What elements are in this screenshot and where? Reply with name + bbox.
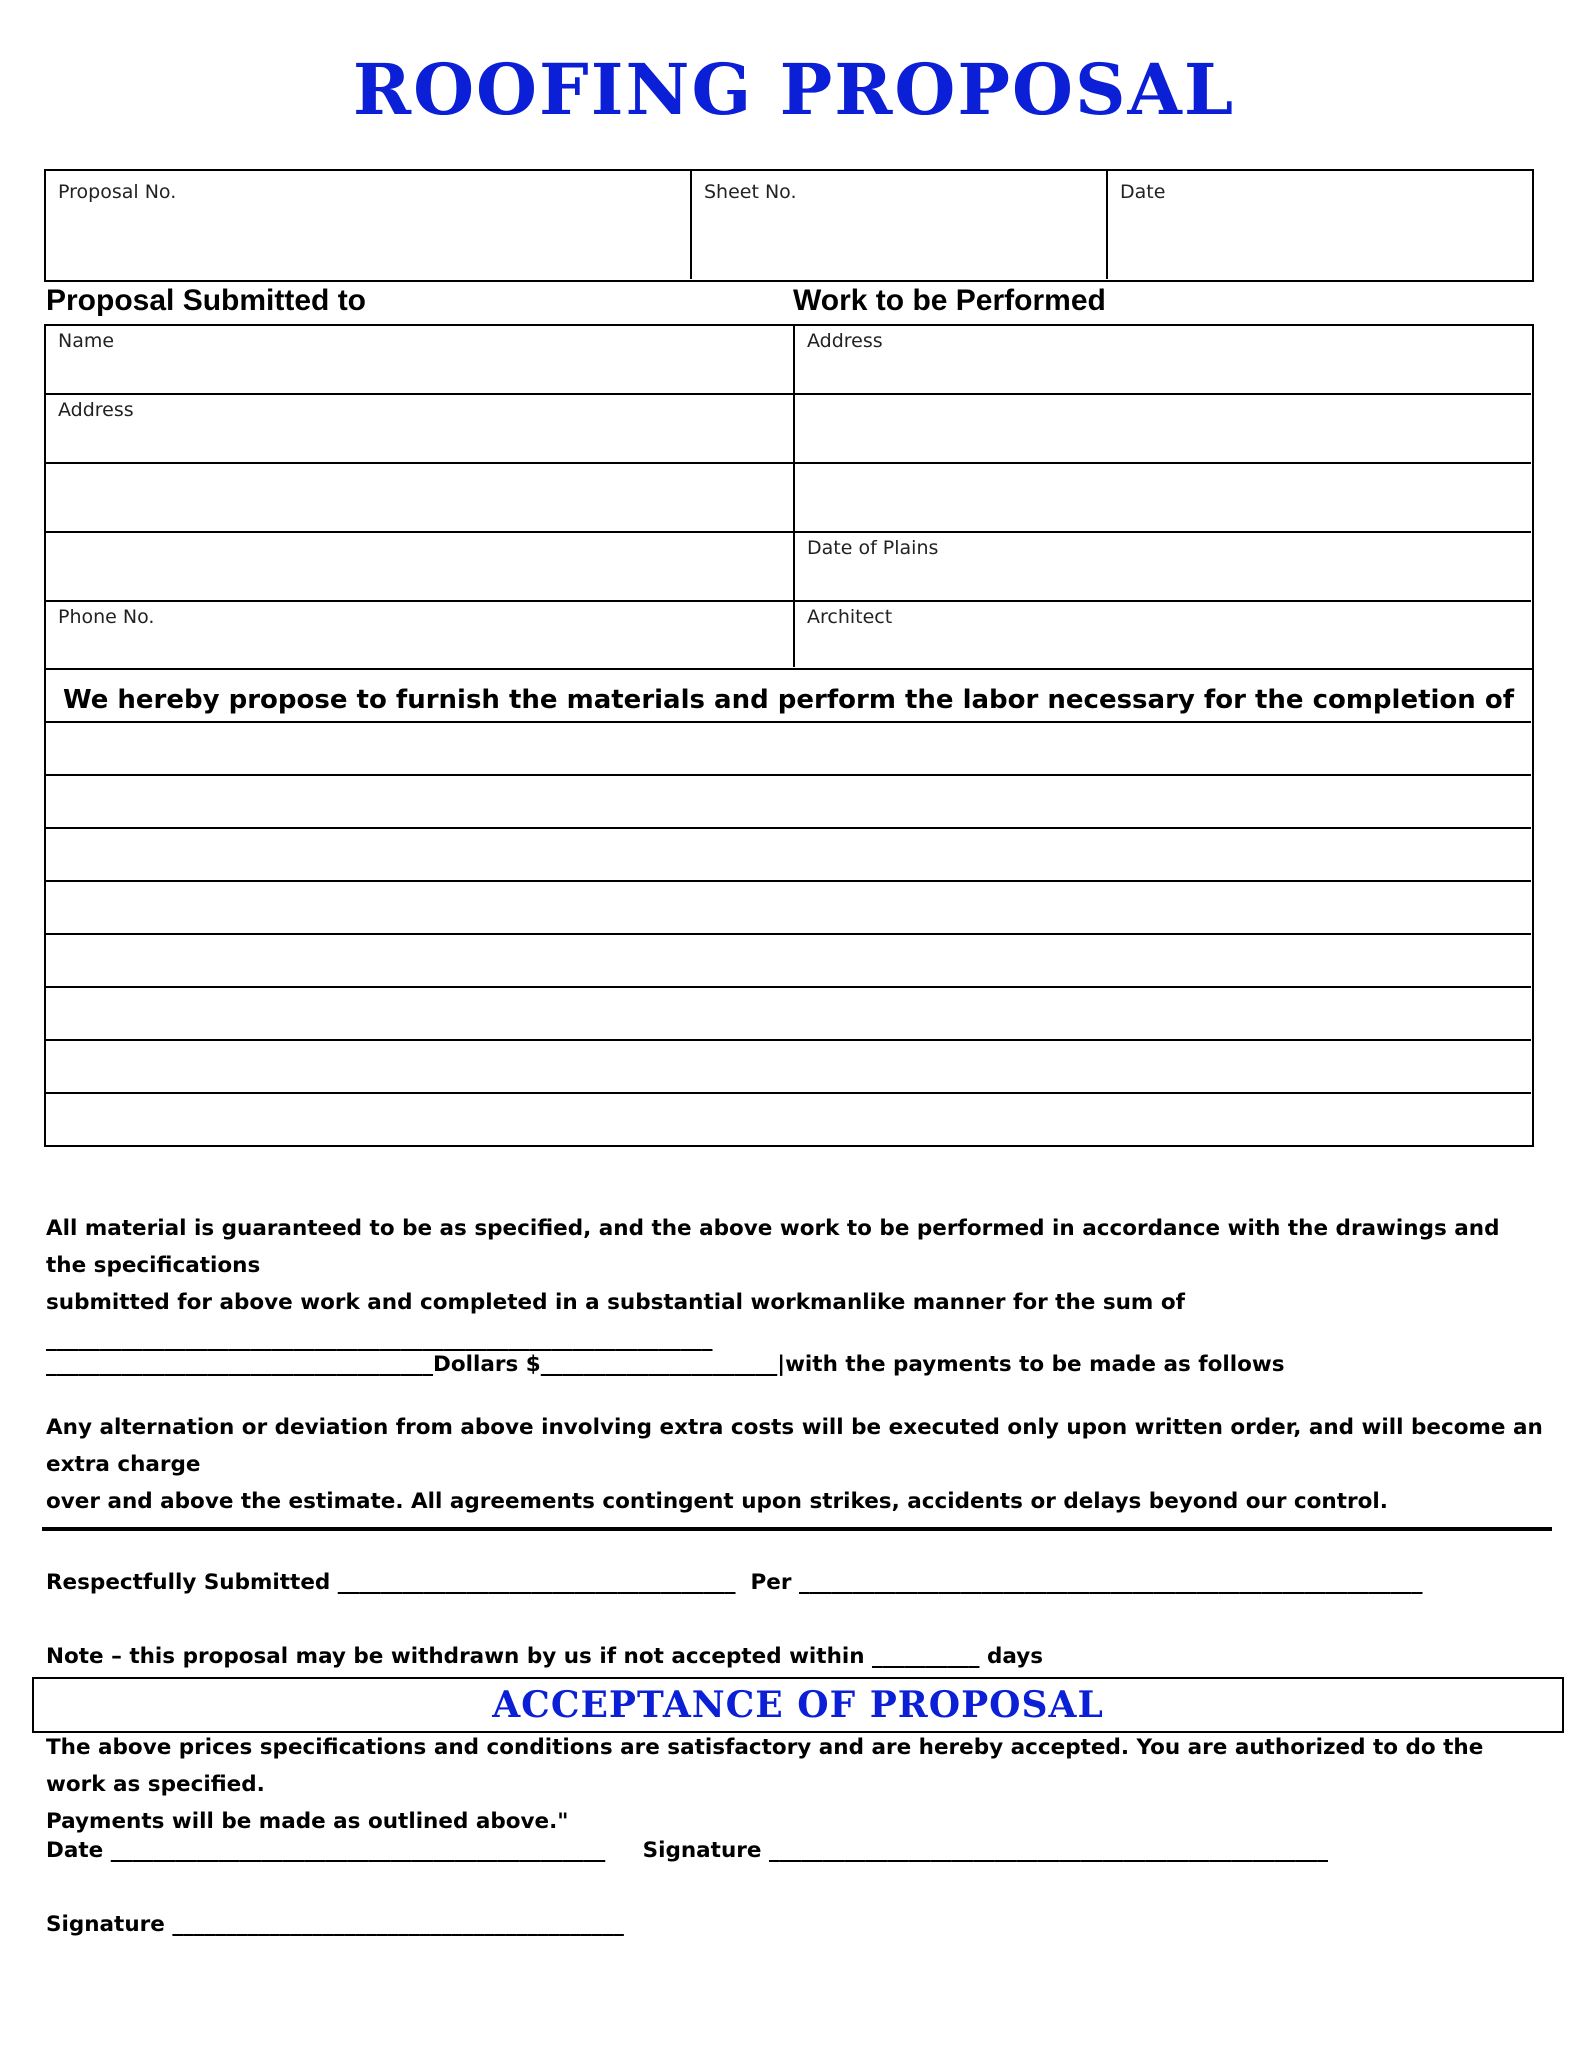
client-address-line-2[interactable] [46, 464, 795, 533]
propose-text: We hereby propose to furnish the materials and perform the labor necessary for the completion of [62, 685, 1515, 715]
header-date-field[interactable] [1108, 171, 1531, 279]
acceptance-title: ACCEPTANCE OF PROPOSAL [492, 1684, 1104, 1726]
acceptance-paragraph [46, 1729, 1546, 1840]
alteration-line-2: over and above the estimate. All agreements contingent upon strikes, accidents or delays beyond our control. [46, 1489, 1388, 1514]
work-line-4[interactable] [46, 882, 1531, 935]
work-line-7[interactable] [46, 1041, 1531, 1094]
respectfully-submitted-line[interactable]: Respectfully Submitted _____________________________________ Per __________________________________________________________ [46, 1570, 1423, 1595]
guarantee-line-2: submitted for above work and completed in a substantial workmanlike manner for the sum of [46, 1290, 1185, 1315]
header-row [44, 169, 1534, 282]
proposal-no-field[interactable] [46, 171, 692, 279]
architect-field[interactable] [795, 602, 1531, 667]
client-phone-label: Phone No. [58, 606, 155, 628]
date-of-plains-field[interactable] [795, 533, 1531, 602]
proposal-no-label: Proposal No. [58, 181, 177, 203]
withdrawal-note-line[interactable]: Note – this proposal may be withdrawn by us if not accepted within __________ days [46, 1644, 1044, 1669]
section-divider [42, 1527, 1552, 1531]
client-address-line-3[interactable] [46, 533, 795, 602]
work-line-5[interactable] [46, 935, 1531, 988]
alteration-paragraph [46, 1409, 1546, 1520]
work-address-label: Address [807, 330, 883, 352]
work-address-line-2[interactable] [795, 395, 1531, 464]
work-address-line-3[interactable] [795, 464, 1531, 533]
work-line-6[interactable] [46, 988, 1531, 1041]
sheet-no-field[interactable] [692, 171, 1108, 279]
proposal-submitted-heading: Proposal Submitted to [46, 284, 367, 317]
work-performed-heading: Work to be Performed [793, 284, 1106, 317]
date-signature-line[interactable]: Date ______________________________________________ Signature ____________________________________________________ [46, 1838, 1328, 1863]
work-line-8[interactable] [46, 1094, 1531, 1142]
acceptance-line-2: Payments will be made as outlined above." [46, 1809, 569, 1834]
second-signature-line[interactable]: Signature __________________________________________ [46, 1912, 624, 1937]
propose-header-row [46, 667, 1531, 723]
client-address-label: Address [58, 399, 134, 421]
alteration-line-1: Any alternation or deviation from above involving extra costs will be executed only upon written order, and will become an extra charge [46, 1415, 1543, 1477]
date-of-plains-label: Date of Plains [807, 537, 939, 559]
document-title: ROOFING PROPOSAL [352, 48, 1236, 131]
guarantee-line-1: All material is guaranteed to be as specified, and the above work to be performed in accordance with the drawings and the specifications [46, 1216, 1500, 1278]
work-line-2[interactable] [46, 776, 1531, 829]
work-line-1[interactable] [46, 723, 1531, 776]
sheet-no-label: Sheet No. [704, 181, 797, 203]
client-name-label: Name [58, 330, 115, 352]
acceptance-heading-box [32, 1677, 1564, 1733]
client-address-field[interactable] [46, 395, 795, 464]
acceptance-line-1: The above prices specifications and conditions are satisfactory and are hereby accepted. You are authorized to do the work as specified. [46, 1735, 1484, 1797]
work-description-box [44, 667, 1534, 1147]
dollars-line[interactable]: ____________________________________Dollars $______________________|with the payments to be made as follows [46, 1352, 1285, 1377]
client-phone-field[interactable] [46, 602, 795, 667]
architect-label: Architect [807, 606, 893, 628]
client-name-field[interactable] [46, 326, 795, 395]
info-grid [44, 324, 1534, 670]
header-date-label: Date [1120, 181, 1166, 203]
work-line-3[interactable] [46, 829, 1531, 882]
guarantee-paragraph [46, 1210, 1546, 1358]
sum-blank-line[interactable]: ______________________________________________________________ [46, 1327, 713, 1352]
work-address-field[interactable] [795, 326, 1531, 395]
